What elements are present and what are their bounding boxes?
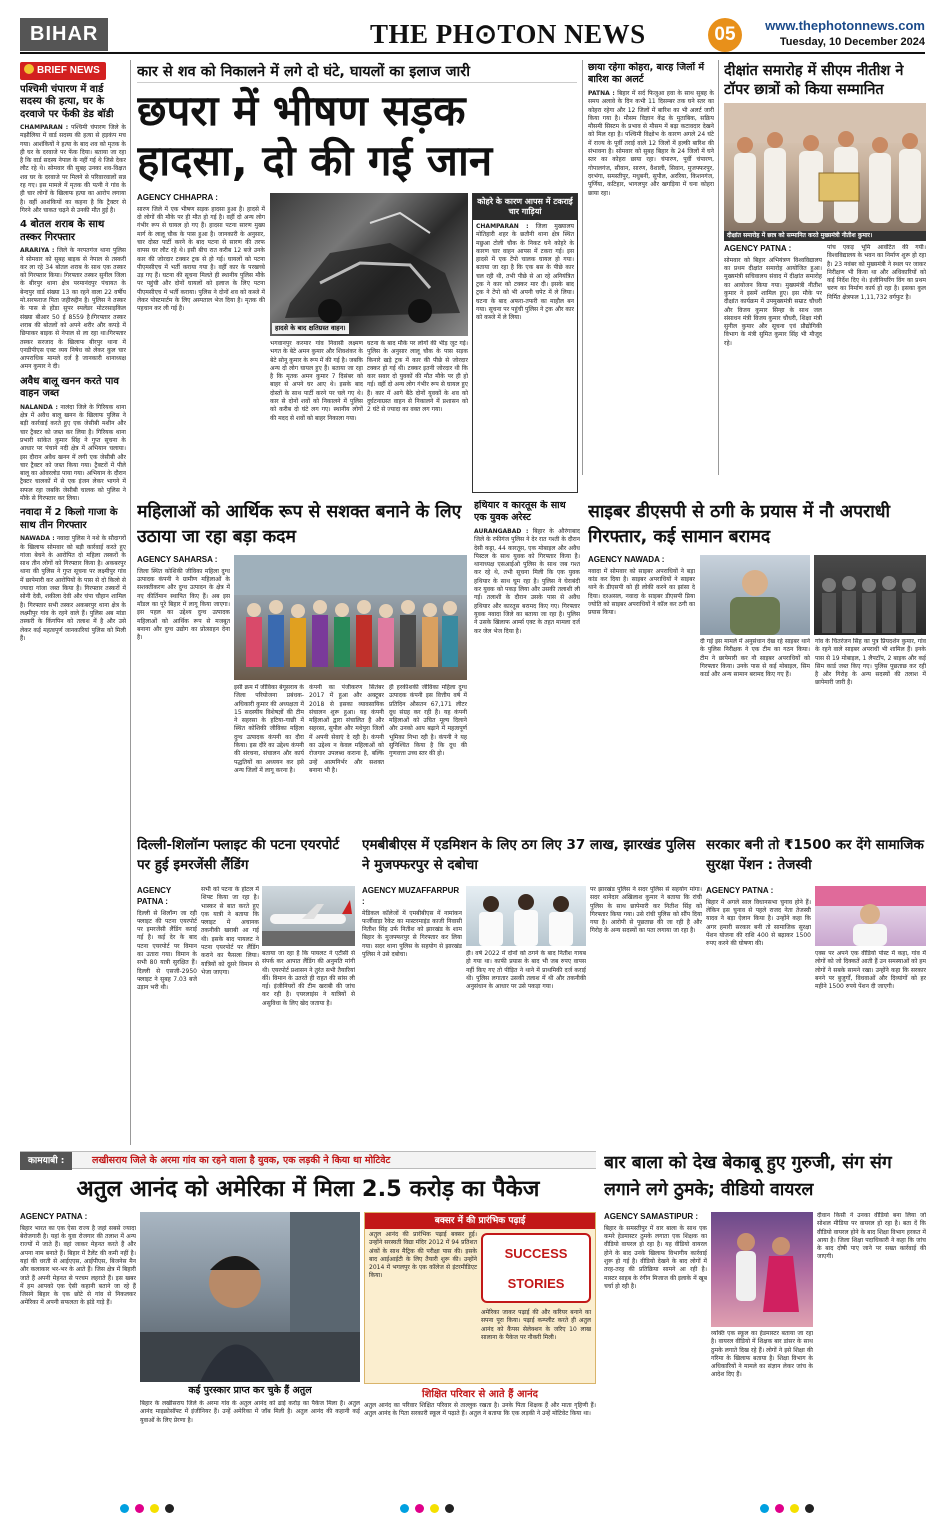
women-col-1 — [137, 555, 230, 830]
lead-col-3 — [367, 340, 468, 500]
buxar-panel — [364, 1212, 596, 1384]
article-text: दिल्ली से शिलॉन्ग जा रही फ्लाइट की पटना एयरपोर्ट पर इमरजेंसी लैंडिंग कराई गई है। कई देर के बाद पटना एयरपोर्ट पर विमान का उतारा गया। विमान के सभी 80 यात्री सुरक्षित हैं। दिल्ली से एसजी-2950 फ्लाइट ने सुबह 7.03 बजे उड़ान भरी थी। — [137, 909, 197, 992]
lead-col-1 — [137, 193, 265, 493]
brief-dot-icon — [24, 64, 34, 74]
students-photo — [466, 886, 586, 946]
brief-headline: 4 बोतल शराब के साथ तस्कर गिरफ्तार — [20, 219, 105, 243]
brief-headline: अवैध बालू खनन करते पाव वाहन जब्त — [20, 375, 119, 400]
article-text: पांच एकड़ भूमि आवंटित की गयी। विश्वविद्यालय के भवन का निर्माण शुरू हो रहा है। 23 नवंबर को मुख्यमंत्री ने स्थल पर जाकर निरीक्षण भी किया था और अधिकारियों को कई निर्देश दिए थे। इंजीनियरिंग विंग का प्रथम चरण का निर्माण कार्य हो रहा है। इसका कुल निर्मित क्षेत्रफल 1,11,732 वर्गफुट है। — [827, 244, 926, 301]
story-headline: एमबीबीएस में एडमिशन के लिए ठग लिए 37 लाख, झारखंड पुलिस ने मुजफ्फरपुर से दबोचा — [362, 837, 696, 873]
wrecked-car-image — [270, 193, 468, 336]
dancing-image — [711, 1212, 813, 1327]
guruji-col-2 — [711, 1330, 813, 1498]
registration-mark — [790, 1504, 799, 1513]
brief-headline: नवादा में 2 किलो गाजा के साथ तीन गिरफ्तार — [20, 507, 118, 531]
atul-caption-text — [140, 1400, 360, 1498]
atul-selfie-image — [140, 1212, 360, 1382]
tejashwi-photo — [815, 886, 926, 946]
mbbs-headline-box — [362, 835, 702, 883]
arrest-story — [474, 500, 580, 830]
masthead — [20, 14, 925, 54]
agency-line: AGENCY SAMASTIPUR : — [604, 1212, 699, 1221]
ceremony-image — [724, 103, 926, 241]
article-text: कंपनी का पंजीकरण सितंबर 2017 में हुआ और अक्टूबर 2018 से इसका व्यावसायिक संचालन शुरू हुआ। यह कंपनी महिलाओं द्वारा संचालित है और सहरसा, सुपौल और मधेपुरा जिलों में अपनी सेवाएं दे रही है। कंपनी का उद्देश्य न केवल महिलाओं को रोजगार उपलब्ध कराना है, बल्कि उन्हें आत्मनिर्भर और सशक्त बनाना भी है। — [309, 684, 384, 774]
brief-body: CHAMPARAN : पश्चिमी चंपारण जिले के मझौलिया में वार्ड सदस्य की हत्या से हड़कंप मच गया। आशंकियों ने हत्या के बाद शव को मृतक के ही घर के दरवाजे पर फेंक दिया। बताया जा रहा है कि वार्ड सदस्य नेपाल के नहीं गई थे जिसे देकर लौट रहे थे। सोमवार की सुबह उनका शव-विक्षत शव घर के दरवाजे पर मिलने से परिवारवालों सन्न रह गए। इस मामले में मृतक की पत्नी ने गांव के ही चार लोगों के खिलाफ हत्या का आरोप लगाया है। वहीं आशंकियों का कहना है कि ट्रैक्टर से गिरने और चाकत चढ़ने से उनकी मौत हुई है। — [20, 124, 126, 214]
column-divider — [582, 60, 583, 475]
plane-col-3 — [262, 950, 355, 1146]
registration-mark — [445, 1504, 454, 1513]
cyber-headline-box — [588, 500, 926, 552]
article-text: बिहार में अगले साल विधानसभा चुनाव होने हैं। लेकिन इस चुनाव से पहले राजद नेता तेजस्वी यादव ने बड़ा ऐलान किया है। उन्होंने कहा कि अगर हमारी सरकार बनी तो सामाजिक सुरक्षा पेंशन योजना की राशि 400 से बढ़ाकर 1500 रुपए करने की घोषणा की। — [706, 898, 811, 948]
fog-collision-box — [472, 193, 578, 493]
brief-body: NAWADA : नवादा पुलिस ने नशे के सौदागरों के खिलाफ सोमवार को बड़ी कार्रवाई करते हुए गांजा बेचने के आरोपित दो महिला तस्करों के साथ तीन लोगों को गिरफ्तार किया है। अकबरपुर थाना की पुलिस ने गुप्त सूचना पर लक्ष्मीपुर गांव में छापेमारी कर आरोपियों के पास से दो किलो से ज्यादा गांजा जब्त किया है। गिरफ्तार तस्करों में सोनी देवी, शकीला देवी और चंपा चौहान शामिल है। गिरफ्तार सभी तस्कर अकबरपुर थाना क्षेत्र के लक्ष्मीपुर गांव के रहने वाले हैं। पुलिस अब मांडा तस्करी के किंगपिन को तलाश में है और उसे लेकर कई महत्वपूर्ण जानकारियां पुलिस को मिली हैं। — [20, 535, 126, 642]
registration-mark — [400, 1504, 409, 1513]
cyber-col-1 — [588, 555, 695, 830]
agency-line: AGENCY PATNA : — [20, 1212, 88, 1221]
registration-mark — [430, 1504, 439, 1513]
viral-video-still — [711, 1212, 813, 1327]
registration-mark — [415, 1504, 424, 1513]
article-text: बिहार भारत का एक ऐसा राज्य है जहां सबसे ज्यादा बेरोजगारी है। यहां के युवा रोजगार की तलाश में अन्य राज्यों में जाते हैं। वहां जाकर मेहनत करते हैं और अपना नाम बनाते हैं। बिहार में टैलेंट की कमी नहीं है। यहां की धरती से आईएएस, आईपीएस, बिजनेस मैन और कलाकार भर-भर के आते हैं। जिस क्षेत्र में बिहारी जाते हैं अपनी मेहनत से परचम लहराते हैं। इस खबर में हम आपको एक ऐसी कहानी बताने जा रहे हैं जिसने बिहार के एक छोटे से गांव से निकलकर अमेरिका में अपनी सफलता के झंडे गाड़े हैं। — [20, 1224, 136, 1307]
story-headline: अतुल आनंद को अमेरिका में मिला 2.5 करोड़ का पैकेज — [76, 1176, 540, 1202]
photo-caption: कई पुरस्कार प्राप्त कर चुके हैं अतुल — [188, 1385, 312, 1396]
plane-photo — [262, 886, 355, 946]
airplane-image — [262, 886, 355, 946]
article-text: भगवानपुर करमार गांव निवासी लक्ष्मण भगत के बेटे अमन कुमार और शिवशंकर के बेटे सोनू कुमार के रूप में की गई है। जबकि अन्य दो लोग घायल हुए हैं। बताया जा रहा है कि मृतक अमन कुमार 7 दिसंबर को बाहर से अपने घर आए थे। इसके बाद दोस्तों के साथ पार्टी करने पर चले गए थे। कार से दोनों शवों को निकालने में पुलिस को करीब दो घंटे लग गए। स्थानीय लोगों की मदद से शवों को बाहर निकाला गया। — [270, 340, 363, 422]
lead-kicker: कार से शव को निकालने में लगे दो घंटे, घायलों का इलाज जारी — [137, 62, 577, 83]
agency-line: AGENCY MUZAFFARPUR : — [362, 886, 460, 906]
article-text: बताया जा रहा है कि पायलट ने एटीसी से संपर्क कर आपात लैंडिंग की अनुमति मांगी थी। एयरपोर्ट प्रशासन ने तुरंत सभी तैयारियां कीं। विमान के उतरते ही राहत की सांस ली गई। इंजीनियरों की टीम खराबी की जांच कर रही है। एयरलाइंस ने यात्रियों से असुविधा के लिए खेद जताया है। — [262, 950, 355, 1007]
agency-line: AGENCY PATNA : — [706, 886, 774, 895]
accused-group-image — [814, 555, 926, 635]
photo-caption: दीक्षांत समारोह में छात्र को सम्मानित करते मुख्यमंत्री नीतीश कुमार। — [724, 231, 926, 241]
article-text: सभी को पटना के होटल में शिफ्ट किया जा रहा है। भास्कर से बात करते हुए एक यात्री ने बताया कि फ्लाइट में अचानक तकनीकी खराबी आ गई थी। इसके बाद पायलट ने पटना एयरपोर्ट पर लैंडिंग कराने का फैसला लिया। यात्रियों को दूसरे विमान से भेजा जाएगा। — [201, 886, 259, 976]
cm-headline-box — [724, 62, 926, 100]
women-col-4 — [389, 684, 467, 830]
article-text: अमेरिका जाकर पढ़ाई की और करियर बनाने का सपना पूरा किया। पढ़ाई कम्प्लीट करते ही अतुल आनंद को कैंपस सेलेक्शन के जरिए 10 लाख सालाना के पैकेज पर नौकरी मिली। — [481, 1309, 591, 1341]
story-headline: साइबर डीएसपी से ठगी के प्रयास में नौ अपराधी गिरफ्तार, कई सामान बरामद — [588, 502, 891, 547]
story-subheadline: शिक्षित परिवार से आते हैं आनंद — [422, 1389, 538, 1400]
cm-col-1 — [724, 244, 822, 480]
brief-news-column — [20, 62, 126, 1147]
mbbs-col-2 — [466, 950, 586, 1146]
agency-line: AGENCY PATNA : — [137, 886, 172, 906]
registration-mark — [805, 1504, 814, 1513]
plane-headline-box — [137, 835, 355, 883]
article-text: एक्स पर अपने एक वीडियो पोस्ट में कहा, गांव में लोगों को जो दिक्कतें आती हैं उन समस्याओं को हम लोगों ने सबके सामने रखा। उन्होंने कहा कि सरकार बनने पर बुजुर्गों, विधवाओं और दिव्यांगों को हर महीने 1500 रुपये पेंशन दी जाएगी। — [815, 950, 926, 991]
mbbs-col-3 — [590, 886, 702, 1146]
article-text: दीवान किसी ने उनका वीडियो बना लिया जो सोशल मीडिया पर वायरल हो रहा है। बता दें कि वीडियो वायरल होने के बाद शिक्षा विभाग हरकत में आया है। जिला शिक्षा पदाधिकारी ने कहा कि जांच के बाद दोषी पाए जाने पर सख्त कार्रवाई की जाएगी। — [817, 1212, 926, 1261]
accused-photo — [814, 555, 926, 635]
agency-line: AGENCY CHHAPRA : — [137, 193, 218, 202]
brief-body: ARARIYA : जिले के नरपतगंज थाना पुलिस ने सोमवार को सुबह बाइक से नेपाल से तस्करी कर ला रहे 34 बोतल शराब के साथ एक तस्कर को गिरफ्तार किया। गिरफ्तार तस्कर सुनील जिला के बीरपुर थाना क्षेत्र परमानंदपुर पंचायत के बेन्दपुर वार्ड संख्या 13 का रहने वाला 22 वर्षीय मो.सरफराज पिता जहीरुद्दीन है। पुलिस ने तस्कर के पास से होंडा सुपर स्पलेंडर मोटरसाइकिल संख्या बीआर 50 ई 8559 है।गिरफ्तार तस्कर शराब की बोतलों को अपने शरीर और कपड़े में छिपाकर बाइक से नेपाल से ला रहा था।गिरफ्तार तस्कर सरजाद के खिलाफ बीरपुर थाना में एनडीपीएस एक्ट व्यय निषेध को लेकर कुल चार आपराधिक मामले दर्ज है जानकारी थानाध्यक्ष अमन कुमार ने दी। — [20, 247, 126, 371]
agency-line: AGENCY PATNA : — [724, 244, 792, 253]
atul-col-1 — [20, 1212, 136, 1498]
agency-line: AGENCY NAWADA : — [588, 555, 665, 564]
article-text: ही। वर्ष 2022 में दोनों को ठगने के बाद नितीश गायब हो गया था। काफी प्रयास के बाद भी जब रुपए वापस नहीं किए गए तो पीड़ित ने थाने में प्राथमिकी दर्ज कराई थी। पुलिस लगातार उसकी तलाश में थी और तकनीकी अनुसंधान के आधार पर उसे पकड़ा गया। — [466, 950, 586, 991]
guruji-col-1 — [604, 1212, 707, 1498]
lead-col-2 — [270, 340, 363, 500]
article-text: घटना के बाद मौके पर लोगों की भीड़ जुट गई। पुलिस के अनुसार लालू चौक के पास सड़क किनारे खड़े ट्रक में कार की पीछे से जोरदार टक्कर हो गई थी। टक्कर इतनी जोरदार थी कि कार सवार दो युवकों की मौत मौके पर ही हो गई। वहीं दो अन्य लोग गंभीर रूप से घायल हुए हैं। कार में आगे बैठे दोनों युवकों के शव को दुर्घटनाग्रस्त वाहन से निकालने में प्रशासन को 2 घंटे से ज्यादा का वक्त लग गया। — [367, 340, 468, 414]
cyber-photos — [700, 555, 926, 635]
ticker-label: कामयाबी : — [20, 1152, 72, 1170]
article-text: AURANGABAD : बिहार के औरंगाबाद जिले के रफीगंज पुलिस ने देर रात गश्ती के दौरान देसी कट्टा, 44 कारतूस, एक मोबाइल और अवैध पिस्टल के साथ युवक को गिरफ्तार किया है। थानाध्यक्ष एसआईओ पुलिस के साथ जब गश्त कर रहे थे, तभी सूचना मिली कि एक युवक हथियार के साथ घूम रहा है। पुलिस ने घेराबंदी कर युवक को पकड़ लिया और उसकी तलाशी ली गई। तलाशी के दौरान उसके पास से अवैध हथियार और कारतूस बरामद किए गए। गिरफ्तार युवक नवादा जिले का बताया जा रहा है। पुलिस ने उसके खिलाफ आर्म्स एक्ट के तहत मामला दर्ज कर जेल भेज दिया है। — [474, 528, 580, 635]
article-text: पर झारखंड पुलिस ने सदर पुलिस से सहयोग मांगा। सदर थानेदार अखिलाश कुमार ने बताया कि रांची पुलिस के साथ छापेमारी कर नितीश सिंह को गिरफ्तार किया गया। उसे रांची पुलिस को सौंप दिया गया है। आरोपी से पूछताछ की जा रही है और गिरोह के अन्य सदस्यों का पता लगाया जा रहा है। — [590, 886, 702, 935]
plane-col-2 — [201, 886, 259, 1146]
issue-date: Tuesday, 10 December 2024 — [779, 36, 925, 48]
pension-col-1 — [706, 886, 811, 1146]
story-headline: दीक्षांत समारोह में सीएम नीतीश ने टॉपर छात्रों को किया सम्मानित — [724, 63, 904, 98]
plane-col-1 — [137, 886, 197, 1146]
agency-line: AGENCY SAHARSA : — [137, 555, 218, 564]
atul-photo — [140, 1212, 360, 1382]
guruji-headline-box — [604, 1150, 926, 1208]
registration-mark — [120, 1504, 129, 1513]
box-headline: कोहरे के कारण आपस में टकराई चार गाड़ियां — [473, 194, 577, 220]
women-headline-box — [137, 500, 467, 552]
fog-alert-story — [588, 62, 714, 482]
story-headline: हथियार व कारतूस के साथ एक युवक अरेस्ट — [474, 500, 566, 523]
article-text: अतुल आनंद का परिवार शिक्षित परिवार से ताल्लुक रखता है। उनके पिता शिक्षक हैं और माता गृहिणी हैं। अतुल आनंद के पिता सरकारी स्कूल में पढ़ाते हैं। अतुल ने बताया कि एक लड़की ने उन्हें मोटिवेट किया था। — [364, 1402, 596, 1418]
ticker-text: लखीसराय जिले के अरमा गांव का रहने वाला है युवक, एक लड़की ने किया था मोटिवेट — [92, 1155, 391, 1166]
registration-mark — [165, 1504, 174, 1513]
story-headline: सरकार बनी तो ₹1500 कर देंगे सामाजिक सुरक्षा पेंशन : तेजस्वी — [706, 837, 924, 873]
article-text: सोमवार को बिहार अभियंत्रण विश्वविद्यालय का प्रथम दीक्षांत समारोह आयोजित हुआ। मुख्यमंत्री सचिवालय संवाद में दीक्षांत समारोह का आयोजन किया गया। मुख्यमंत्री नीतीश कुमार ने इसमें शामिल हुए। इस मौके पर दीक्षांत कार्यक्रम में उपमुख्यमंत्री सम्राट चौधरी और विजय कुमार सिन्हा के साथ जल संसाधन मंत्री विजय कुमार चौधरी, शिक्षा मंत्री सुनील कुमार और सूचना एवं प्रौद्योगिकी विभाग के मंत्री सुमित कुमार सिंह भी मौजूद रहे। — [724, 256, 822, 347]
atul-headline-box — [20, 1172, 596, 1208]
lead-kicker-box — [137, 62, 577, 86]
story-headline: दिल्ली-शिलॉन्ग फ्लाइट की पटना एयरपोर्ट पर हुई इमरजेंसी लैंडिंग — [137, 837, 340, 873]
photo-caption: हादसे के बाद क्षतिग्रस्त वाहन। — [272, 323, 349, 334]
registration-mark — [135, 1504, 144, 1513]
success-stories-art — [481, 1233, 591, 1303]
article-text: PATNA : बिहार में सर्द फिजुआ हवा के साथ सुबह के समय अलावे के दिन कभी 11 दिसम्बर तक घने स्तर का कोहरा रहेगा और 12 जिलों में बारिश का भी अलर्ट जारी किया गया है। मौसम विज्ञान केंद्र के मुताबिक, सक्रिय मौसमी सिस्टम के प्रभाव से मौसम में बढ़ा कटावदार देखने को मिल रहा है। पश्चिमी विक्षोभ के कारण अगले 24 घंटे में राज्य के पूर्वी तराई वाले 12 जिलों में हल्की बारिश की संभावना है। सोमवार को सुबह बिहार के 24 जिलों में घने स्तर का कोहरा छाया रहा। चंपारण, पूर्वी चंपारण, गोपालगंज, सीवान, सारण, वैशाली, सिवान, मुजफ्फरपुर, दरभंगा, समस्तीपुर, मधुबनी, सुपौल, अररिया, किशनगंज, पूर्णिया, कटिहार, भागलपुर और खगड़िया में घना कोहरा छाया रहा। — [588, 90, 714, 197]
pension-headline-box — [706, 835, 926, 883]
success-stories-label: SUCCESS STORIES — [504, 1246, 568, 1291]
story-headline: महिलाओं को आर्थिक रूप से सशक्त बनाने के लिए उठाया जा रहा बड़ा कदम — [137, 502, 462, 547]
article-text: नवादा में सोमवार को साइबर अपराधियों ने बड़ा कांड कर दिया है। साइबर अपराधियों ने साइबर थाने के डीएसपी को ही लोकी करने का झांसा दे दिया। दरअसल, नवादा के साइबर डीएसपी प्रिया ज्योति को साइबर अपराधियों ने कॉल कर ठगी का प्रयास किया। — [588, 567, 695, 617]
panel-headline: बक्सर में की प्रारंभिक पढ़ाई — [365, 1213, 595, 1229]
article-text: दी गई इस मामले में अनुसंधान देख रहे साइबर थाने के पुलिस निरीक्षक ने एक टीम का गठन किया। टीम ने छापेमारी कर नौ साइबर अपराधियों को गिरफ्तार किया। उनके पास से कई मोबाइल, सिम कार्ड और अन्य सामान बरामद किए गए हैं। — [700, 638, 810, 679]
newspaper-logo: THE PH⊙TON NEWS — [370, 19, 646, 49]
kamyabi-ticker — [20, 1151, 596, 1169]
politician-image — [815, 886, 926, 946]
women-group-image — [234, 555, 467, 680]
article-text: अतुल आनंद की प्रारंभिक पढ़ाई बक्सर हुई। उन्होंने सरस्वती विद्या मंदिर 2012 में 94 प्रतिशत अंकों के साथ मैट्रिक की परीक्षा पास की। इसके बाद आईआईटी के लिए तैयारी शुरू की। उन्होंने 2014 में भगलपुर के एक कॉलेज से इंटरमीडिएट किया। — [369, 1231, 477, 1280]
story-headline: बार बाला को देख बेकाबू हुए गुरुजी, संग संग लगाने लगे ठुमके; वीडियो वायरल — [604, 1153, 892, 1200]
section-tag: BIHAR — [20, 18, 108, 51]
article-text: इसी क्रम में जीविका बेगूसराय के जिला परियोजना प्रबंधक-अधिकारी कुमार की अध्यक्षता में 15 सदस्यीय विशेषज्ञों की टीम ने सहरसा के हटिया-गाछी में स्थित कोशिकी जीविका महिला दुग्ध उत्पादक कंपनी का दौरा किया। इस दौरे का उद्देश्य कंपनी की संरचना, संचालन और कार्य पद्धतियों का अध्ययन कर इसे अन्य जिलों में लागू करना है। — [234, 684, 304, 774]
registration-mark — [775, 1504, 784, 1513]
mbbs-col-1 — [362, 886, 462, 1146]
women-col-2 — [234, 684, 304, 830]
article-text: मेडिकल कॉलेजों में एमबीबीएस में नामांकन फर्जीवाड़ा रैकेट का मास्टरमाइंड काजी निवासी नितीश सिंह उर्फ नितीश को झारखंड के शाम बिहार के मुजफ्फरपुर से गिरफ्तार कर लिया गया। सदर थाना पुलिस के सहयोग से झारखंड पुलिस ने उसे दबोचा। — [362, 909, 462, 959]
article-text: बिहार के लखीसराय जिले के अरमा गांव के अतुल आनंद को ढाई करोड़ का पैकेज मिला है। अतुल आनंद माइक्रोसॉफ्ट में इंजीनियर हैं। उन्हें अमेरिका में जॉब मिली है। अतुल आनंद की कहानी कई युवाओं के लिए प्रेरणा है। — [140, 1400, 360, 1424]
cyber-col-3 — [815, 638, 926, 830]
brief-body: NALANDA : नालंदा जिले के गिरियक थाना क्षेत्र में अवैध बालू खनन के खिलाफ पुलिस ने बड़ी कार्रवाई करते हुए एक जेसीबी मशीन और चार ट्रैक्टर को जब्त कर लिया है। गिरियक थाना प्रभारी सांकेत कुमार सिंह ने गुप्त सूचना के आधार पर पंचाने नदी क्षेत्र में अभियान चलाया। इस दौरान अवैध खनन में लगी एक जेसीबी और चार ट्रैक्टर को जब्त किया गया। ट्रैक्टरों में पीले बालू का ओवरलोड पाया गया। अभियान के दौरान ट्रैक्टर चालकों में से एक इंजन लेकर भागने में सफल रहा जबकि जेसीबी चालक को पुलिस ने मौके से गिरफ्तार कर लिया। — [20, 403, 126, 502]
registration-mark — [760, 1504, 769, 1513]
column-divider — [130, 60, 131, 1145]
medical-students-image — [466, 886, 586, 946]
website-link[interactable]: www.thephotonnews.com — [765, 18, 925, 33]
convocation-photo — [724, 103, 926, 241]
article-text: CHAMPARAN : जिला मुख्यालय मोतिहारी शहर के छतौनी थाना क्षेत्र स्थित मछुआ टोली चौक के निकट घने कोहरे के कारण चार वाहन आपस में टकरा गई। इस हादसे में एक टेंपो चालक घायल हो गया। बताया जा रहा है कि एक बस के पीछे कार चल रही थी, तभी पीछे से आ रहे अनियंत्रित ट्रक ने कार को टक्कर मार दी। इसके बाद ट्रक ने टेंपो को भी अपनी चपेट में ले लिया। घटना के बाद अफरा-तफरी का माहौल बन गया। सूचना पर पहुंची पुलिस ने ट्रक और कार को कब्जे में ले लिया। — [476, 223, 574, 322]
women-col-3 — [309, 684, 384, 830]
pension-col-2 — [815, 950, 926, 1146]
crash-photo — [270, 193, 468, 336]
lead-headline-box — [137, 86, 577, 190]
article-text: बिहार के समस्तीपुर में वार बाला के साथ एक कमरे हेडमास्टर ठुमके लगाता एक शिक्षक का वीडियो वायरल हो रहा है। यह वीडियो वायरल होने के बाद उनके खिलाफ विभागीय कार्रवाई शुरू हो गई है। वीडियो देखने के बाद लोगों में तरह-तरह की प्रतिक्रिया सामने आ रही है। मास्टर साहब के रंगीन मिजाज की इलाके में खूब चर्चा हो रही है। — [604, 1224, 707, 1290]
brief-news-tag: BRIEF NEWS — [20, 62, 106, 80]
brief-headline: पश्चिमी चंपारण में वार्ड सदस्य की हत्या, घर के दरवाजे पर फेंकी डेड बॉडी — [20, 83, 114, 120]
article-text: जिला स्थित कोशिकी जीविका महिला दुग्ध उत्पादक कंपनी ने ग्रामीण महिलाओं के सशक्तीकरण और दुग्ध उत्पादन के क्षेत्र में नए कीर्तिमान स्थापित किए हैं। अब इस मॉडल का पूरे बिहार में लागू किया जाएगा। इस पहल का उद्देश्य दुग्ध उत्पादक महिलाओं को आर्थिक रूप से मजबूत बनाना और दुग्ध उद्योग का प्रोत्साहन देना है। — [137, 567, 230, 642]
officer-image — [700, 555, 810, 635]
atul-photo-caption-box — [140, 1384, 360, 1398]
group-photo — [234, 555, 467, 680]
story-headline: छाया रहेगा कोहरा, बारह जिलों में बारिश का अलर्ट — [588, 62, 705, 85]
dsp-photo — [700, 555, 810, 635]
article-text: गांव के चितरंजन सिंह का पुत्र प्रियदर्शन कुमार, गांव के रहने वाले साइबर अपराधी भी शामिल हैं। इनके पास से 19 मोबाइल, 1 लैपटॉप, 2 बाइक और कई सिम कार्ड जब्त किए गए। पुलिस पूछताछ कर रही है और गिरोह के अन्य सदस्यों की तलाश में छापेमारी जारी है। — [815, 638, 926, 687]
page-number: 05 — [708, 18, 742, 52]
article-text: व्यक्ति एक स्कूल का हेडमास्टर बताया जा रहा है। वायरल वीडियो में शिक्षक बार डांसर के साथ ठुमके लगाते दिख रहे हैं। लोगों ने इसे शिक्षा की गरिमा के खिलाफ बताया है। शिक्षा विभाग के अधिकारियों ने मामले का संज्ञान लेकर जांच के आदेश दिए हैं। — [711, 1330, 813, 1379]
lead-headline: छपरा में भीषण सड़क हादसा, दो की गई जान — [137, 86, 493, 185]
family-story — [364, 1388, 596, 1498]
article-text: सारण जिले में एक भीषण सड़क हादसा हुआ है। हादसे में दो लोगों की मौके पर ही मौत हो गई है। वहीं दो अन्य लोग गंभीर रूप से घायल हो गए हैं। हादसा पटना सारण मुख्य मार्ग के लालू चौक के पास हुआ है। जानकारी के अनुसार, चार दोस्त पार्टी करने के बाद पटना से सारण की तरफ वापस घर लौट रहे थे। इसी बीच रात करीब 12 बजे उनके कार की जोरदार टक्कर ट्रक से हो गई। घायलों को पटना पीएमसीएच में भर्ती कराया गया है। वहीं कार के परखच्चे उड़ गए हैं। घटना की सूचना मिलते ही स्थानीय पुलिस मौके पर पहुंची और दोनों घायलों को इलाज के लिए पटना पीएमसीएच में भर्ती कराया। पुलिस ने दोनों शव को कब्जे में लेकर पोस्टमार्टम के लिए अस्पताल भेज दिया है। मृतक की पहचान कर ली गई है। — [137, 205, 265, 313]
guruji-col-3 — [817, 1212, 926, 1498]
cyber-col-2 — [700, 638, 810, 830]
cm-col-2 — [827, 244, 926, 480]
column-divider — [718, 60, 719, 475]
article-text: ही हरकीशकी जीविका महिला दुग्ध उत्पादक कंपनी इस वित्तीय वर्ष में प्रतिदिन औसतन 67,171 लीटर दूध संग्रह कर रही है। यह कंपनी महिलाओं को उचित मूल्य दिलाने और उनको आय बढ़ाने में महत्वपूर्ण भूमिका निभा रही है। कंपनी ने यह सुनिश्चित किया है कि दूध की गुणवत्ता उच्च स्तर की हो। — [389, 684, 467, 758]
registration-mark — [150, 1504, 159, 1513]
